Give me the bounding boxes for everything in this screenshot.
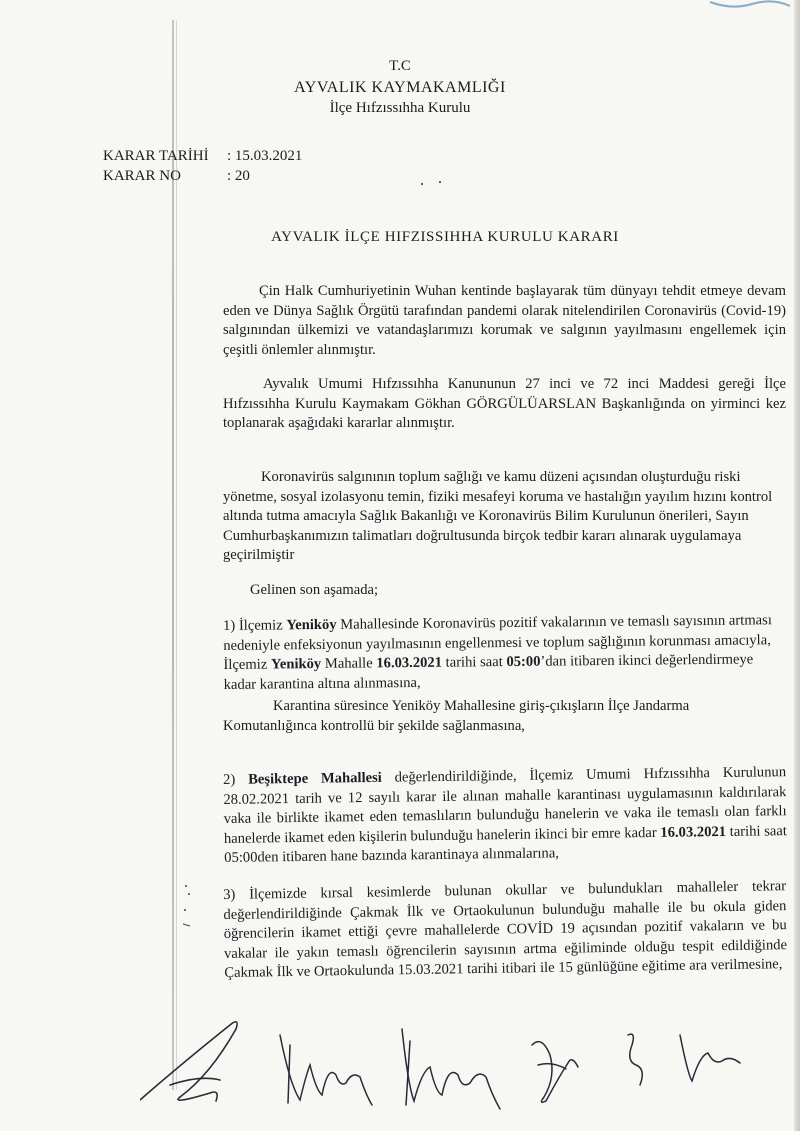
decision-item-2-text-e: tarihi saat 05:00den itibaren hane bazında karantinaya alınmalarına, <box>224 822 787 866</box>
margin-marks <box>180 880 196 940</box>
decision-title: AYVALIK İLÇE HIFZISSIHHA KURULU KARARI <box>271 229 619 245</box>
decision-item-3: 3) İlçemizde kırsal kesimlerde bulunan okullar ve bulundukları mahalleler tekrar değerlendirildiğinde Çakmak İlk ve Ortaokulunun bulunduğu mahalle ile bu okula giden öğrencilerin ikamet ettiği çevre mahallelerde COVİD 19 açısından pozitif vakaların ve bu vakalar ile yakın temaslı öğrencilerin sayısının artma eğiliminde olduğu tespit edildiğinde Çakmak İlk ve Ortaokulunda 15.03.2021 tarihi itibari ile 15 günlüğüne eğitime ara verilmesine, <box>223 878 788 981</box>
decision-item-1-neighborhood: Yeniköy <box>286 616 337 634</box>
page-edge-shadow <box>794 0 800 1131</box>
scan-speck <box>418 176 448 188</box>
decision-item-1-text-c: Mahallesinde Koronavirüs pozitif vakalarının ve temaslı sayısının artması nedeniyle enfeksiyonun yayılmasının engellenmesi ve toplum sağlığının korunması amacıyla, İlçemiz <box>223 612 772 673</box>
decision-no-label: KARAR NO <box>103 168 181 184</box>
paragraph-intro: Çin Halk Cumhuriyetinin Wuhan kentinde başlayarak tüm dünyayı tehdit etmeye devam eden ve Dünya Sağlık Örgütü tarafından pandemi olarak nitelendirilen Coronavirüs (Covid-19) salgınından ülkemizi ve vatandaşlarımızı korumak ve salgının yayılmasını engellemek için çeşitli önlemler alınmıştır. <box>223 283 786 358</box>
signature-3-icon <box>402 1029 500 1109</box>
decision-no-row <box>103 166 302 186</box>
decision-date-label: KARAR TARİHİ <box>103 148 209 164</box>
decision-item-1-text-e: Mahalle <box>321 655 377 672</box>
paragraph-meeting: Ayvalık Umumi Hıfzıssıhha Kanununun 27 inci ve 72 inci Maddesi gereği İlçe Hıfzıssıhha Kurulu Kaymakam Gökhan GÖRGÜLÜARSLAN Başkanlığında on yirminci kez toplanarak aşağıdaki kararlar alınmıştır. <box>223 376 786 431</box>
signature-4-icon <box>532 1042 578 1103</box>
decision-item-1-text-g: tarihi saat <box>441 654 507 671</box>
decision-item-1-time: 05:00 <box>506 653 541 671</box>
decision-date-value: : 15.03.2021 <box>227 148 303 164</box>
signatures-row <box>140 1005 780 1115</box>
corner-stamp-fragment <box>702 0 792 14</box>
decision-item-1-text-a: 1) İlçemiz <box>223 617 287 634</box>
decision-item-2-text-a: 2) <box>223 771 249 788</box>
decision-item-2-text-c: değerlendirildiğinde, İlçemiz Umumi Hıfzıssıhha Kurulunun 28.02.2021 tarih ve 12 sayılı karar ile alınan mahalle karantinası uygulamasının kaldırılarak vaka ile birlikte ikamet eden temaslıların bulunduğu hanelerin ve vaka ile temaslı olan farklı hanelerde ikamet eden kişilerin bulunduğu hanelerin ikinci bir emre kadar <box>223 764 787 847</box>
decision-item-1-checkpoint: Karantina süresince Yeniköy Mahallesine giriş-çıkışların İlçe Jandarma Komutanlığınca kontrollü bir şekilde sağlanmasına, <box>223 698 690 734</box>
signature-5-icon <box>628 1034 740 1085</box>
paragraph-measures: Koronavirüs salgınının toplum sağlığı ve kamu düzeni açısından oluşturduğu riski yönetme, sosyal izolasyonu temin, fiziki mesafeyi koruma ve hastalığın yayılım hızını kontrol altında tutma amacıyla Sağlık Bakanlığı ve Koronavirüs Bilim Kurulunun önerileri, Sayın Cumhurbaşkanımızın talimatları doğrultusunda birçok tedbir kararı alınarak uygulamaya geçirilmiştir <box>223 469 773 563</box>
decision-item-1-date: 16.03.2021 <box>376 654 443 672</box>
decision-no-value: : 20 <box>227 168 250 184</box>
decision-item-2-date: 16.03.2021 <box>660 823 727 841</box>
decision-item-1 <box>223 611 787 695</box>
decision-item-1-neighborhood-2: Yeniköy <box>270 655 322 673</box>
signature-2-icon <box>280 1035 372 1105</box>
decision-item-2-neighborhood: Beşiktepe Mahallesi <box>248 769 382 788</box>
decision-meta <box>103 146 302 186</box>
signature-1-icon <box>140 1022 237 1101</box>
decision-item-2 <box>223 763 787 868</box>
header-tc: T.C <box>389 58 411 74</box>
paragraph-last-stage: Gelinen son aşamada; <box>250 582 379 598</box>
header-board: İlçe Hıfzıssıhha Kurulu <box>329 100 471 116</box>
decision-date-row <box>103 146 302 166</box>
header-institution: AYVALIK KAYMAKAMLIĞI <box>294 79 506 96</box>
document-header <box>0 56 800 119</box>
decision-item-1-text-i: ’dan itibaren ikinci değerlendirmeye kadar karantina altına alınmasına, <box>223 651 754 693</box>
